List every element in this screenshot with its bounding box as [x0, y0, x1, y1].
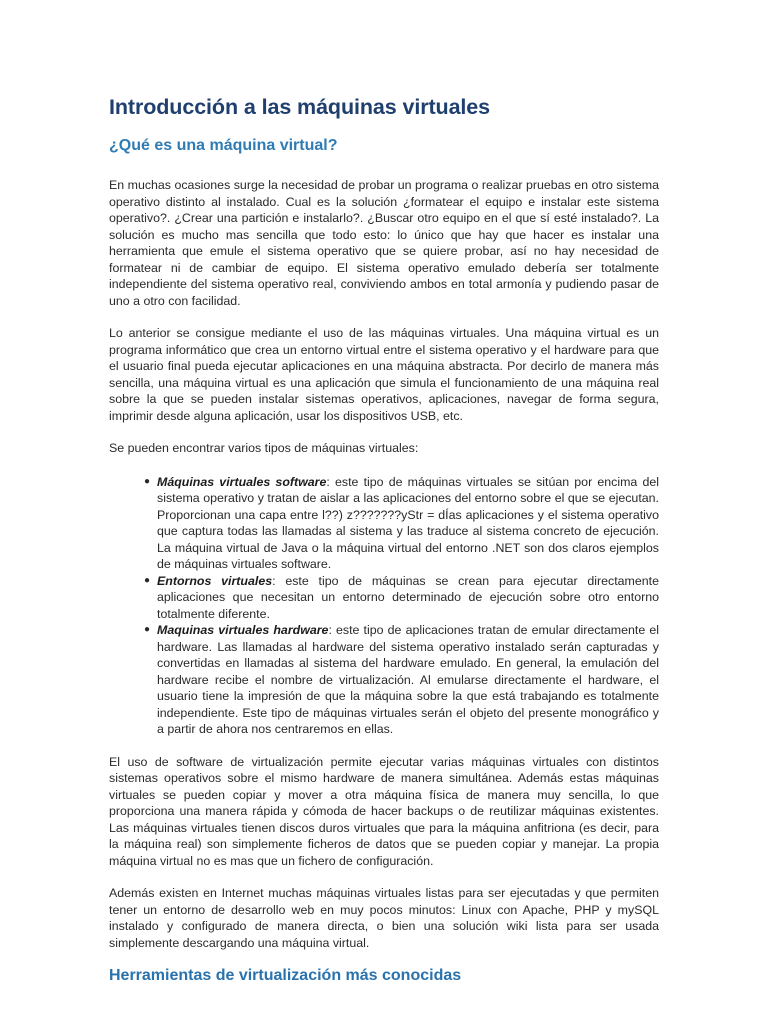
intro-paragraph: En muchas ocasiones surge la necesidad de probar un programa o realizar pruebas en otro sistema operativo distinto al instalado. Cual es la solución ¿formatear el equipo e instalar este sistema operativo?. ¿Crear una partición e instalarlo?. ¿Buscar otro equipo en el que sí esté instalado?. La solución es mucho mas sencilla que todo esto: lo único que hay que hacer es instalar una herramienta que emule el sistema operativo que se quiere probar, así no hay necesidad de formatear ni de cambiar de equipo. El sistema operativo emulado debería ser totalmente independiente del sistema operativo real, conviviendo ambos en total armonía y pudiendo pasar de uno a otro con facilidad.: [109, 178, 659, 308]
list-item-term: Maquinas virtuales hardware: [157, 623, 329, 637]
list-item-term: Entornos virtuales: [157, 573, 273, 588]
vm-types-list: [109, 474, 659, 738]
page-title: Introducción a las máquinas virtuales: [109, 95, 491, 119]
section-subtitle: ¿Qué es una máquina virtual?: [109, 137, 338, 154]
list-item-description: : este tipo de máquinas virtuales se sitúan por encima del sistema operativo y tratan de aislar a las aplicaciones del entorno sobre el que se ejecutan. Proporcionan una capa entre l??) z???????yStr = dÍas aplicaciones y el sistema operativo que captura todas las llamadas al sistema y las traduce al sistema concreto de ejecución. La máquina virtual de Java o la máquina virtual del entorno .NET son dos claros ejemplos de máquinas virtuales software.: [157, 474, 659, 571]
list-item-description: : este tipo de máquinas se crean para ejecutar directamente aplicaciones que necesitan un entorno determinado de ejecución sobre otro entorno totalmente diferente.: [157, 573, 659, 621]
list-item: [144, 474, 659, 573]
usage-paragraph: El uso de software de virtualización permite ejecutar varias máquinas virtuales con distintos sistemas operativos sobre el mismo hardware de manera simultánea. Además estas máquinas virtuales se pueden copiar y mover a otra máquina física de manera muy sencilla, lo que proporciona una manera rápida y cómoda de hacer backups o de reutilizar máquinas existentes. Las máquinas virtuales tienen discos duros virtuales que para la máquina anfitriona (es decir, para la máquina real) son simplemente ficheros de datos que se pueden copiar y manejar. La propia máquina virtual no es mas que un fichero de configuración.: [109, 754, 659, 868]
definition-paragraph: Lo anterior se consigue mediante el uso de las máquinas virtuales. Una máquina virtual es un programa informático que crea un entorno virtual entre el sistema operativo y el hardware para que el usuario final pueda ejecutar aplicaciones en una máquina abstracta. Por decirlo de manera más sencilla, una máquina virtual es una aplicación que simula el funcionamiento de una máquina real sobre la que se pueden instalar sistemas operativos, aplicaciones, navegar de forma segura, imprimir desde alguna aplicación, usar los dispositivos USB, etc.: [109, 326, 659, 423]
types-intro-paragraph: Se pueden encontrar varios tipos de máquinas virtuales:: [109, 441, 419, 455]
tools-section-heading: Herramientas de virtualización más conocidas: [109, 967, 462, 984]
list-item-description: : este tipo de aplicaciones tratan de emular directamente el hardware. Las llamadas al hardware del sistema operativo instalado serán capturadas y convertidas en llamadas al sistema del hardware emulado. En general, la emulación del hardware recibe el nombre de virtualización. Al emularse directamente el hardware, el usuario tiene la impresión de que la máquina sobre la que está trabajando es totalmente independiente. Este tipo de máquinas virtuales serán el objeto del presente monográfico y a partir de ahora nos centraremos en ellas.: [157, 623, 659, 736]
bullet-icon: ●: [144, 475, 151, 487]
bullet-icon: ●: [144, 624, 151, 635]
document-page: [109, 92, 659, 987]
list-item-term: Máquinas virtuales software: [157, 474, 327, 489]
list-item: [144, 622, 659, 738]
list-item: [144, 573, 659, 623]
internet-paragraph: Además existen en Internet muchas máquinas virtuales listas para ser ejecutadas y que permiten tener un entorno de desarrollo web en muy pocos minutos: Linux con Apache, PHP y mySQL instalado y configurado de manera directa, o bien una solución wiki lista para ser usada simplemente descargando una máquina virtual.: [109, 886, 659, 950]
bullet-icon: ●: [144, 574, 151, 586]
